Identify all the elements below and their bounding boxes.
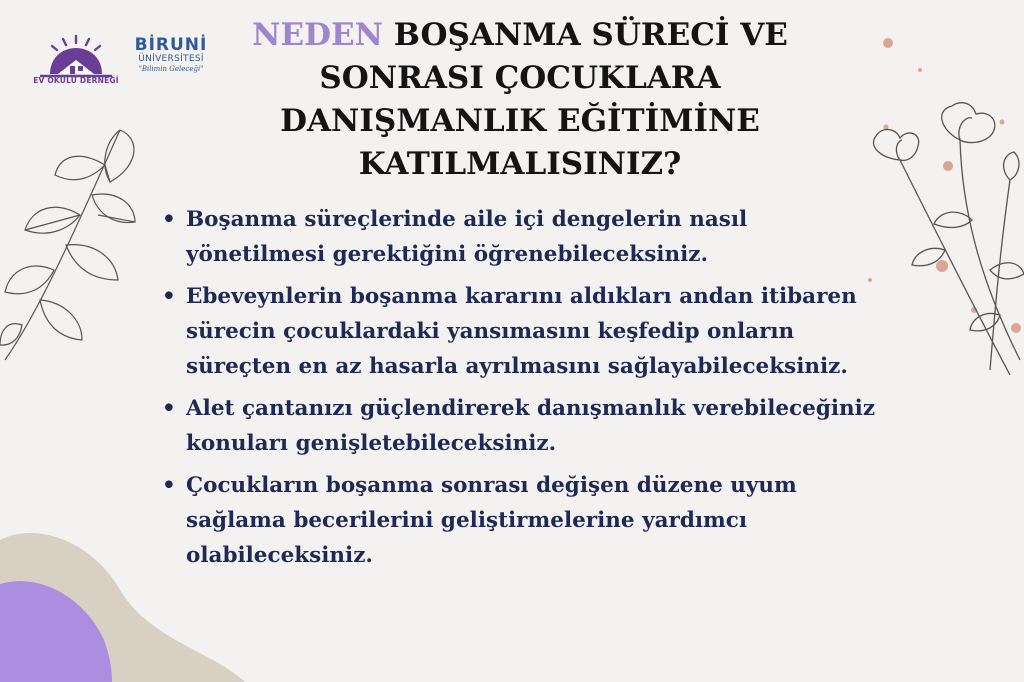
leaf-branch-icon xyxy=(0,120,150,370)
list-item-text: Boşanma süreçlerinde aile içi dengelerin nasıl yönetilmesi gerektiğini öğrenebileceksiniz. xyxy=(186,207,748,267)
title-rest: BOŞANMA SÜRECİ VE SONRASI ÇOCUKLARA DANIŞMANLIK EĞİTİMİNE KATILMALISINIZ? xyxy=(280,17,788,182)
ev-okulu-logo-text: EV OKULU DERNEĞİ xyxy=(33,76,119,85)
bullet-marker: • xyxy=(162,396,176,421)
benefits-list xyxy=(160,202,880,580)
list-item-text: Çocukların boşanma sonrası değişen düzene uyum sağlama becerilerini geliştirmelerine yardımcı olabileceksiniz. xyxy=(186,473,797,568)
bullet-marker: • xyxy=(162,284,176,309)
biruni-logo-name: BİRUNİ xyxy=(134,35,208,55)
ev-okulu-logo xyxy=(30,32,122,92)
list-item xyxy=(160,202,880,272)
bullet-marker: • xyxy=(162,473,176,498)
bullet-marker: • xyxy=(162,207,176,232)
list-item xyxy=(160,279,880,384)
biruni-logo-subtitle: ÜNİVERSİTESİ xyxy=(138,54,204,64)
wildflowers-icon xyxy=(860,100,1024,380)
biruni-logo-motto: "Bilimin Geleceği" xyxy=(138,65,204,73)
list-item-text: Alet çantanızı güçlendirerek danışmanlık verebileceğiniz konuları genişletebileceksiniz. xyxy=(186,396,876,456)
house-sun-logo-icon xyxy=(30,32,122,78)
list-item xyxy=(160,391,880,461)
page-title xyxy=(200,14,840,186)
title-accent: NEDEN xyxy=(252,17,383,53)
list-item-text: Ebeveynlerin boşanma kararını aldıkları andan itibaren sürecin çocuklardaki yansımasını keşfedip onların süreçten en az hasarla ayrılmasını sağlayabileceksiniz. xyxy=(186,284,857,379)
list-item xyxy=(160,468,880,573)
